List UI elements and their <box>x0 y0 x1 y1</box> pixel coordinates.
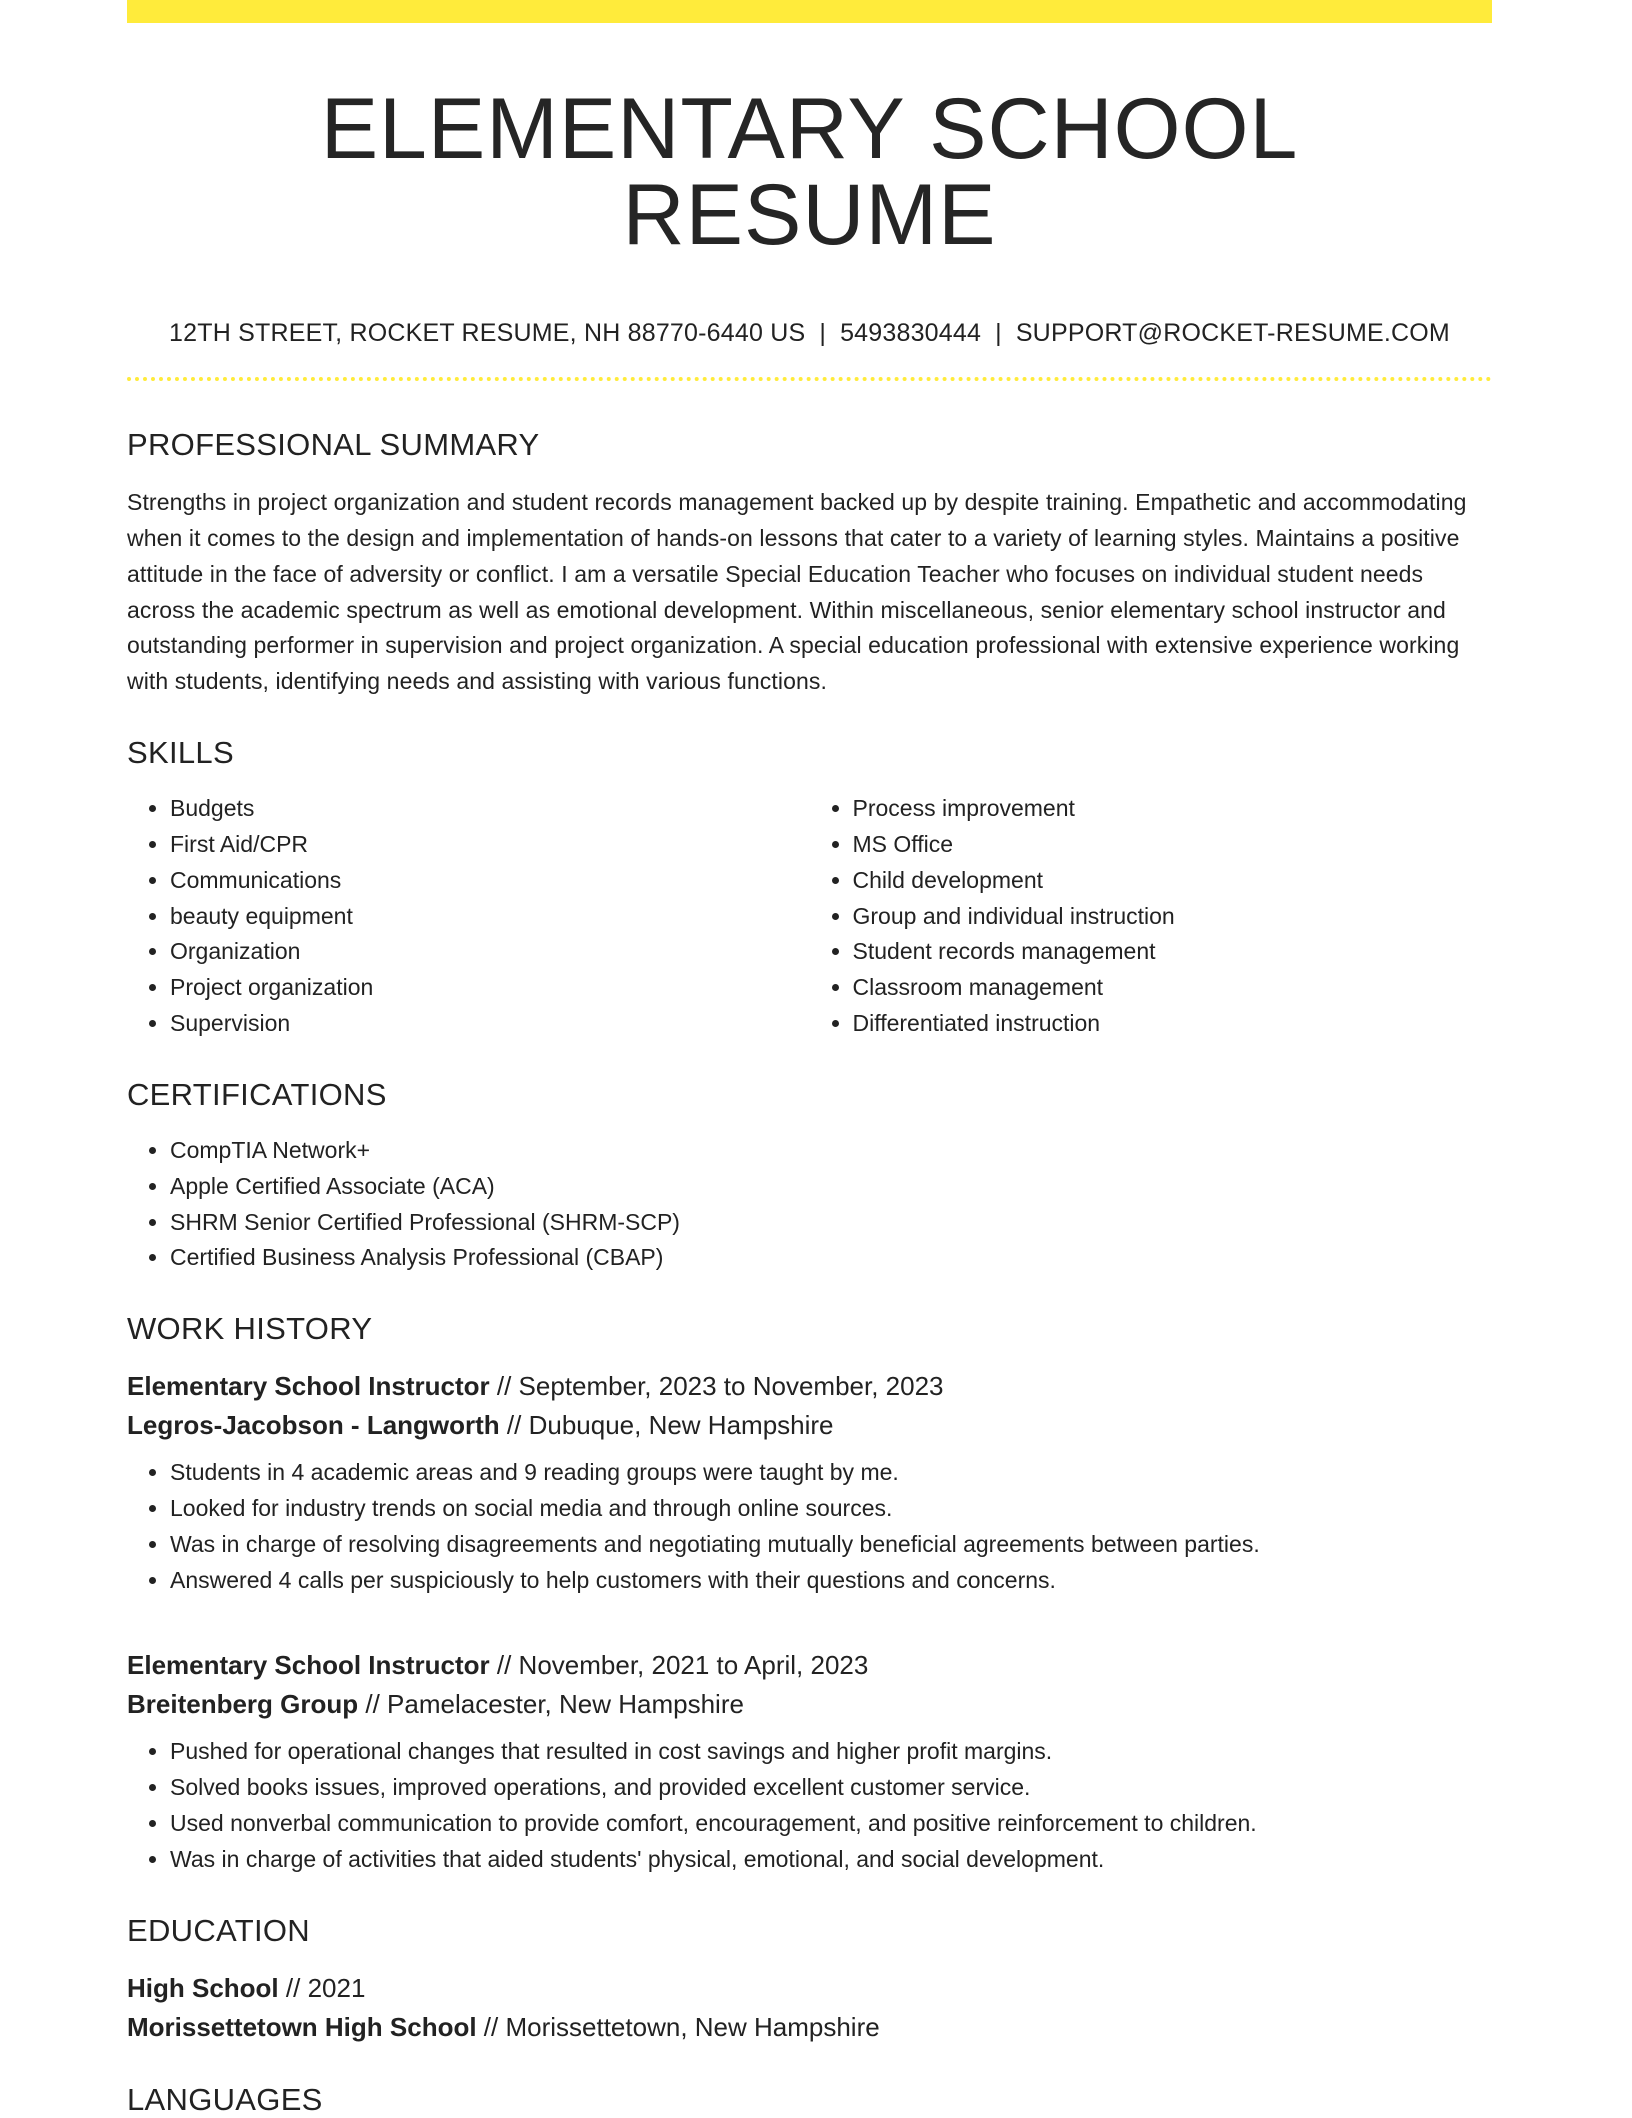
job-entry <box>127 1367 1492 1598</box>
skills-list-right <box>810 791 1493 1042</box>
skills-columns <box>127 791 1492 1042</box>
education-location: // Morissettetown, New Hampshire <box>476 2011 880 2042</box>
education-degree: High School <box>127 1972 279 2003</box>
section-heading-certifications: CERTIFICATIONS <box>127 1076 387 1112</box>
skill-item: • beauty equipment <box>170 899 810 935</box>
skill-item: • Budgets <box>170 791 810 827</box>
skill-item: • Supervision <box>170 1006 810 1042</box>
resume-title: ELEMENTARY SCHOOL RESUME <box>320 81 1299 263</box>
job-bullet: • Pushed for operational changes that resulted in cost savings and higher profit margins. <box>170 1734 1492 1770</box>
job-location: // Pamelacester, New Hampshire <box>358 1689 744 1720</box>
separator: | <box>819 319 827 347</box>
section-heading-education: EDUCATION <box>127 1912 310 1948</box>
section-heading-summary: PROFESSIONAL SUMMARY <box>127 427 540 462</box>
resume-page <box>127 0 1492 2118</box>
certification-item: • Certified Business Analysis Professional (CBAP) <box>170 1240 1492 1276</box>
email: SUPPORT@ROCKET-RESUME.COM <box>1015 319 1450 347</box>
skill-item: • Classroom management <box>853 970 1493 1006</box>
job-title-line <box>127 1367 1492 1406</box>
education-school: Morissettetown High School <box>127 2011 477 2042</box>
address: 12TH STREET, ROCKET RESUME, NH 88770-6440 US <box>169 319 806 347</box>
education-entry <box>127 1969 1492 2047</box>
skill-item: • Group and individual instruction <box>853 899 1493 935</box>
separator: | <box>995 319 1002 347</box>
skill-item: • MS Office <box>853 827 1493 863</box>
job-bullets <box>127 1734 1492 1877</box>
summary-text: Strengths in project organization and student records management backed up by despite training. Empathetic and accommodating when it comes to the design and implementation of hands-on lessons that cater to a variety of learning styles. Maintains a positive attitude in the face of adversity or conflict. I am a versatile Special Education Teacher who focuses on individual student needs across the academic spectrum as well as emotional development. Within miscellaneous, senior elementary school instructor and outstanding performer in supervision and project organization. A special education professional with extensive experience working with students, identifying needs and assisting with various functions. <box>127 489 1467 695</box>
skill-item: • Child development <box>853 863 1493 899</box>
skill-item: • Process improvement <box>853 791 1493 827</box>
section-heading-work-history: WORK HISTORY <box>127 1311 373 1347</box>
job-bullet: • Solved books issues, improved operations, and provided excellent customer service. <box>170 1770 1492 1806</box>
job-bullets <box>127 1455 1492 1598</box>
job-company: Legros-Jacobson - Langworth <box>127 1410 500 1441</box>
job-company-line <box>127 1406 1492 1445</box>
skills-list-left <box>127 791 810 1042</box>
certification-item: • CompTIA Network+ <box>170 1133 1492 1169</box>
job-bullet: • Used nonverbal communication to provide comfort, encouragement, and positive reinforcement to children. <box>170 1806 1492 1842</box>
job-location: // Dubuque, New Hampshire <box>499 1410 834 1441</box>
section-heading-skills: SKILLS <box>127 734 234 770</box>
job-bullet: • Students in 4 academic areas and 9 reading groups were taught by me. <box>170 1455 1492 1491</box>
job-bullet: • Looked for industry trends on social media and through online sources. <box>170 1491 1492 1527</box>
job-title: Elementary School Instructor <box>127 1650 490 1681</box>
job-entry <box>127 1646 1492 1877</box>
skill-item: • Differentiated instruction <box>853 1006 1493 1042</box>
job-dates: // September, 2023 to November, 2023 <box>489 1371 944 1402</box>
job-bullet: • Was in charge of activities that aided students' physical, emotional, and social development. <box>170 1842 1492 1878</box>
job-title: Elementary School Instructor <box>127 1371 490 1402</box>
job-company: Breitenberg Group <box>127 1689 359 1720</box>
education-year: // 2021 <box>278 1972 366 2003</box>
certifications-list <box>127 1133 1492 1276</box>
education-degree-line <box>127 1969 1492 2008</box>
skill-item: • Organization <box>170 934 810 970</box>
certification-item: • Apple Certified Associate (ACA) <box>170 1169 1492 1205</box>
skill-item: • Communications <box>170 863 810 899</box>
skill-item: • Student records management <box>853 934 1493 970</box>
dotted-divider <box>127 377 1492 381</box>
job-bullet: • Was in charge of resolving disagreements and negotiating mutually beneficial agreements between parties. <box>170 1527 1492 1563</box>
job-bullet: • Answered 4 calls per suspiciously to help customers with their questions and concerns. <box>170 1563 1492 1599</box>
job-dates: // November, 2021 to April, 2023 <box>489 1650 869 1681</box>
job-title-line <box>127 1646 1492 1685</box>
contact-line <box>127 318 1492 348</box>
certification-item: • SHRM Senior Certified Professional (SHRM-SCP) <box>170 1205 1492 1241</box>
phone: 5493830444 <box>840 319 982 347</box>
skill-item: • First Aid/CPR <box>170 827 810 863</box>
top-accent-bar <box>127 0 1492 23</box>
education-school-line <box>127 2008 1492 2047</box>
section-heading-languages: LANGUAGES <box>127 2081 323 2117</box>
job-company-line <box>127 1685 1492 1724</box>
skill-item: • Project organization <box>170 970 810 1006</box>
